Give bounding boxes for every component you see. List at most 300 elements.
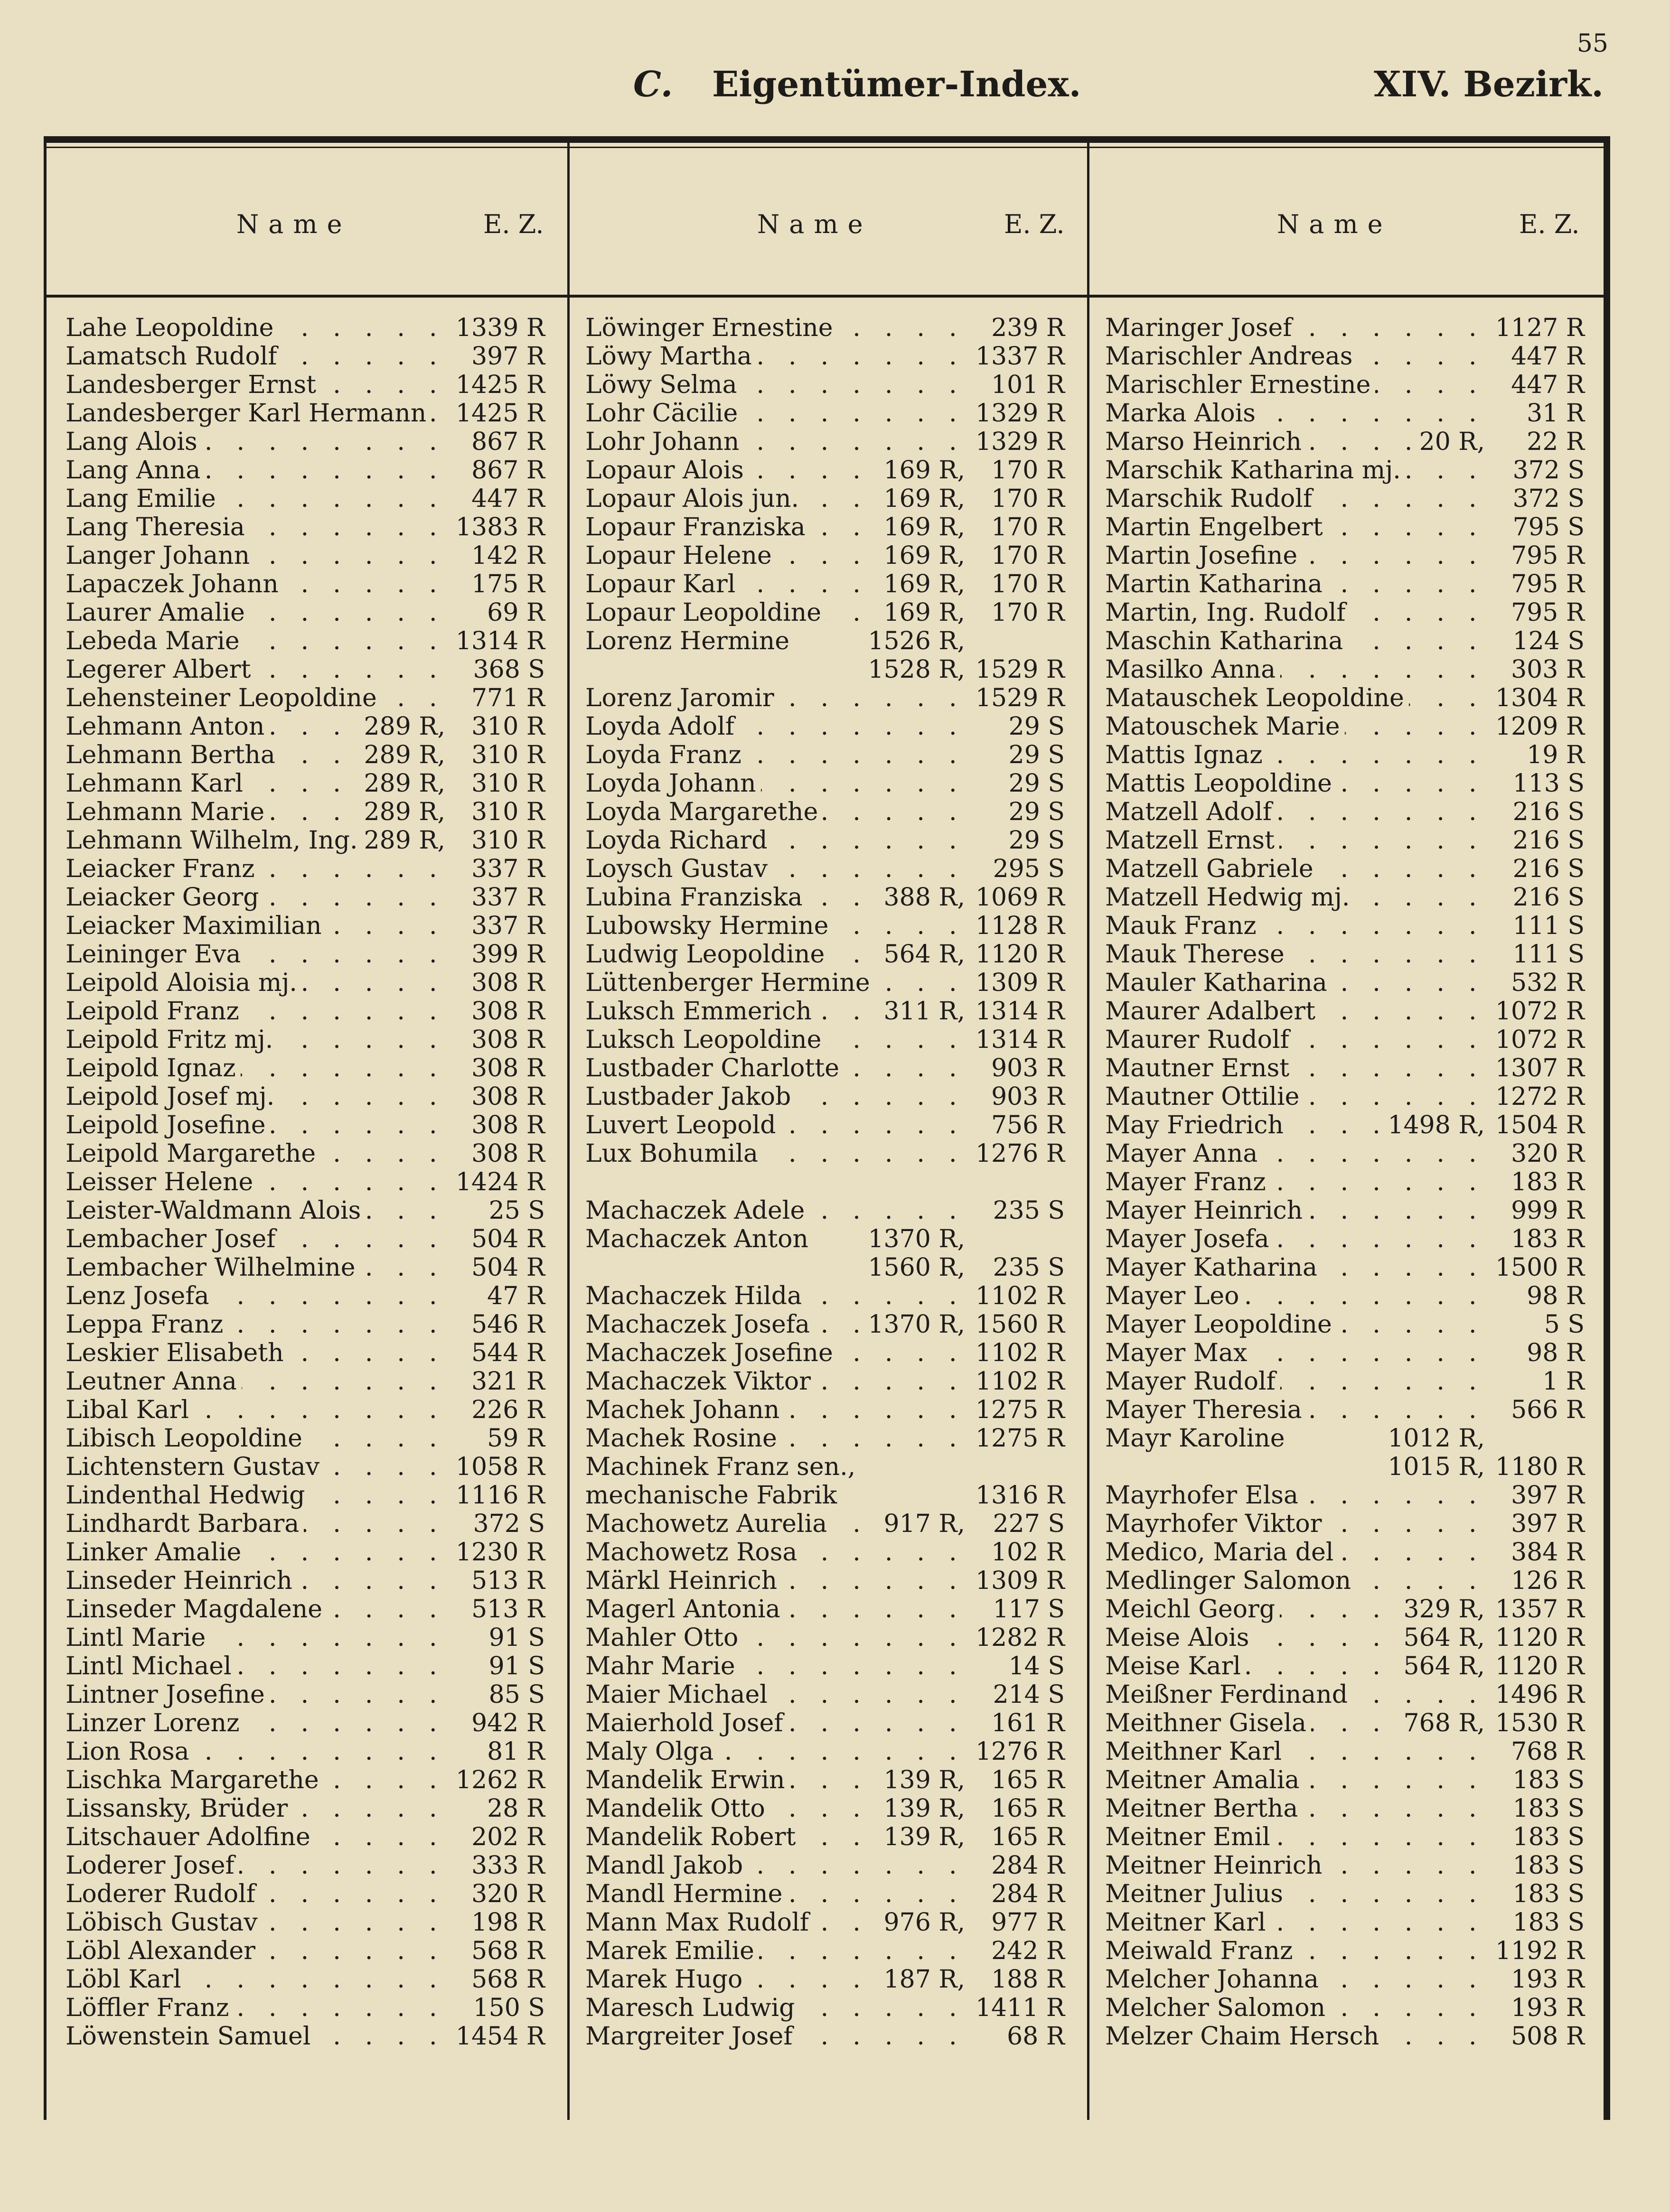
extra-ez-number: 388 R,: [879, 883, 965, 912]
index-entry: [66, 1937, 545, 1965]
ez-number: 1116 R: [451, 1481, 545, 1510]
ez-number: 1058 R: [451, 1453, 545, 1481]
ez-number: 81 R: [482, 1737, 545, 1766]
owner-name: Lüttenberger Hermine: [585, 969, 875, 997]
index-entry: [585, 798, 1065, 826]
index-entry: [66, 1510, 545, 1538]
extra-ez-number: 564 R,: [879, 940, 965, 969]
index-entry: [66, 1851, 545, 1880]
owner-name: Lehensteiner Leopoldine: [66, 684, 382, 712]
index-entry: [1105, 1339, 1585, 1367]
ez-number: 1275 R: [971, 1396, 1065, 1424]
owner-name: Leipold Ignaz: [66, 1054, 241, 1083]
index-entry: [1105, 570, 1585, 598]
ez-number: 1314 R: [451, 627, 545, 655]
ez-number: 59 R: [482, 1424, 545, 1453]
owner-name: Loderer Josef: [66, 1851, 239, 1880]
owner-name: Machaczek Josefine: [585, 1339, 838, 1367]
index-entry: [66, 1168, 545, 1196]
ez-number: 98 R: [1522, 1339, 1585, 1367]
owner-name: Mandelik Otto: [585, 1794, 770, 1823]
extra-ez-number: 311 R,: [879, 997, 965, 1026]
ez-number: 183 S: [1508, 1823, 1585, 1851]
index-entry: [1105, 456, 1585, 485]
ez-number: 308 R: [467, 1054, 545, 1083]
ez-number: 513 R: [467, 1595, 545, 1624]
index-entry: [66, 513, 545, 541]
owner-name: Machaczek Josefa: [585, 1310, 815, 1339]
owner-name: Meitner Bertha: [1105, 1794, 1303, 1823]
ez-number: 1411 R: [971, 1994, 1065, 2022]
ez-number: 1496 R: [1491, 1680, 1585, 1709]
ez-number: 202 R: [467, 1823, 545, 1851]
ez-number: 1309 R: [971, 1567, 1065, 1595]
ez-number: 226 R: [467, 1396, 545, 1424]
owner-name: Mayer Josefa: [1105, 1225, 1274, 1253]
index-entry: [66, 684, 545, 712]
ez-number: 242 R: [986, 1937, 1065, 1965]
ez-number: 1504 R: [1491, 1111, 1585, 1139]
owner-name: Marschik Katharina mj.: [1105, 456, 1406, 485]
index-entry: [1105, 712, 1585, 741]
owner-name: Maurer Rudolf: [1105, 1026, 1294, 1054]
index-entry: [585, 513, 1065, 541]
owner-name: Linker Amalie: [66, 1538, 246, 1567]
index-entry: [585, 541, 1065, 570]
index-entry: [66, 1196, 545, 1225]
index-entry: [1105, 1994, 1585, 2022]
ez-number: 284 R: [986, 1851, 1065, 1880]
ez-number: 397 R: [1506, 1481, 1585, 1510]
ez-number: 1282 R: [971, 1624, 1065, 1652]
index-entry: [585, 1424, 1065, 1453]
owner-name: Lorenz Hermine: [585, 627, 922, 655]
ez-number: 165 R: [986, 1823, 1065, 1851]
index-entry: [1105, 1680, 1585, 1709]
ez-number: 447 R: [1506, 371, 1585, 399]
owner-name: Lux Bohumila: [585, 1139, 763, 1168]
owner-name: Mandl Hermine: [585, 1880, 787, 1908]
index-entry: [66, 1965, 545, 1994]
index-entry: [585, 883, 1065, 912]
owner-name: Mauler Katharina: [1105, 969, 1332, 997]
owner-name: Mahler Otto: [585, 1624, 743, 1652]
owner-name: Lang Emilie: [66, 485, 221, 513]
owner-name: Mayer Anna: [1105, 1139, 1262, 1168]
extra-ez-number: 139 R,: [879, 1794, 965, 1823]
index-entry: [585, 997, 1065, 1026]
ez-number: 372 S: [1508, 485, 1585, 513]
ez-number: 170 R: [986, 513, 1065, 541]
index-entry: [66, 1396, 545, 1424]
owner-name: Meitner Amalia: [1105, 1766, 1304, 1794]
index-entry: [66, 1908, 545, 1937]
owner-name: Lintl Michael: [66, 1652, 236, 1680]
owner-name: Loysch Gustav: [585, 855, 772, 883]
column-header-ez: E. Z.: [1519, 209, 1580, 239]
owner-name: Lischka Margarethe: [66, 1766, 324, 1794]
page-number: 55: [1576, 29, 1608, 58]
ez-number: 193 R: [1506, 1965, 1585, 1994]
index-entry: [66, 2022, 545, 2051]
index-entry: [1105, 513, 1585, 541]
ez-number: 183 S: [1508, 1908, 1585, 1937]
index-entry: [66, 1567, 545, 1595]
ez-number: 1180 R: [1491, 1453, 1585, 1481]
ez-number: 102 R: [986, 1538, 1065, 1567]
owner-name: Mahr Marie: [585, 1652, 740, 1680]
owner-name: Meise Alois: [1105, 1624, 1254, 1652]
index-entry: [585, 684, 1065, 712]
extra-ez-number: 169 R,: [879, 570, 965, 598]
index-entry: [585, 1196, 1065, 1225]
owner-name: Leipold Margarethe: [66, 1139, 320, 1168]
owner-name: Lustbader Charlotte: [585, 1054, 844, 1083]
index-entry: [1105, 1196, 1585, 1225]
ez-number: 29 S: [1004, 798, 1065, 826]
extra-ez-number: 139 R,: [879, 1766, 965, 1794]
owner-name: Ludwig Leopoldine: [585, 940, 829, 969]
header-divider: [47, 295, 1604, 298]
owner-name: Meitner Emil: [1105, 1823, 1275, 1851]
ez-number: 124 S: [1508, 627, 1585, 655]
owner-name: Maurer Adalbert: [1105, 997, 1320, 1026]
index-entry: [1105, 1054, 1585, 1083]
district-label: XIV. Bezirk.: [1374, 64, 1604, 105]
owner-name: Leutner Anna: [66, 1367, 242, 1396]
index-entry: [66, 598, 545, 627]
index-entry: [66, 456, 545, 485]
owner-name: Meißner Ferdinand: [1105, 1680, 1352, 1709]
continued-ez-number: 1015 R,: [1383, 1453, 1485, 1481]
owner-name: Leipold Josef mj.: [66, 1083, 279, 1111]
index-entry: [66, 570, 545, 598]
index-column-3: [1105, 314, 1585, 2051]
extra-ez-number: 20 R,: [1415, 428, 1485, 456]
owner-name: Lehmann Karl: [66, 769, 248, 798]
column-divider: [567, 143, 570, 2120]
owner-name: Machinek Franz sen., mechanische Fabrik: [585, 1453, 922, 1510]
ez-number: 22 R: [1522, 428, 1585, 456]
owner-name: Lebeda Marie: [66, 627, 244, 655]
index-entry: [585, 1652, 1065, 1680]
index-entry: [585, 1624, 1065, 1652]
owner-name: Meitner Karl: [1105, 1908, 1271, 1937]
index-entry: [1105, 1225, 1585, 1253]
owner-name: Leipold Aloisia mj.: [66, 969, 302, 997]
owner-name: Martin Katharina: [1105, 570, 1327, 598]
index-entry: [66, 1595, 545, 1624]
index-column-1: [66, 314, 545, 2051]
owner-name: Meitner Julius: [1105, 1880, 1288, 1908]
owner-name: Marso Heinrich: [1105, 428, 1306, 456]
owner-name: Mauk Franz: [1105, 912, 1261, 940]
index-entry: [585, 1510, 1065, 1538]
ez-number: 1560 R: [971, 1310, 1065, 1339]
extra-ez-number: 564 R,: [1399, 1624, 1485, 1652]
owner-name: Lamatsch Rudolf: [66, 342, 282, 371]
owner-name: Meithner Gisela: [1105, 1709, 1311, 1737]
owner-name: Lindhardt Barbara: [66, 1510, 304, 1538]
owner-name: Maierhold Josef: [585, 1709, 788, 1737]
extra-ez-number: 976 R,: [879, 1908, 965, 1937]
ez-number: 175 R: [467, 570, 545, 598]
index-entry: [1105, 399, 1585, 428]
index-entry: [1105, 1851, 1585, 1880]
owner-name: Lindenthal Hedwig: [66, 1481, 310, 1510]
owner-name: Maringer Josef: [1105, 314, 1297, 342]
ez-number: 29 S: [1004, 769, 1065, 798]
owner-name: Libal Karl: [66, 1396, 194, 1424]
index-entry: [585, 1851, 1065, 1880]
extra-ez-number: 1526 R,: [863, 627, 965, 655]
owner-name: Lintl Marie: [66, 1624, 210, 1652]
ez-number: 19 R: [1522, 741, 1585, 769]
extra-ez-number: 169 R,: [879, 456, 965, 485]
ez-number: 568 R: [467, 1937, 545, 1965]
owner-name: Masilko Anna: [1105, 655, 1280, 684]
ez-number: 1276 R: [971, 1737, 1065, 1766]
ez-number: 372 S: [1508, 456, 1585, 485]
index-entry: [66, 855, 545, 883]
ez-number: 1230 R: [451, 1538, 545, 1567]
ez-number: 183 S: [1508, 1880, 1585, 1908]
index-entry: [585, 1282, 1065, 1310]
index-entry: [585, 1794, 1065, 1823]
owner-name: Mautner Ernst: [1105, 1054, 1294, 1083]
index-entry: [66, 940, 545, 969]
ez-number: 867 R: [467, 428, 545, 456]
ez-number: 308 R: [467, 1139, 545, 1168]
index-entry: [66, 1481, 545, 1510]
owner-name: Leiacker Franz: [66, 855, 260, 883]
ez-number: 768 R: [1506, 1737, 1585, 1766]
owner-name: Leininger Eva: [66, 940, 245, 969]
index-entry: [585, 1880, 1065, 1908]
owner-name: Lenz Josefa: [66, 1282, 214, 1310]
ez-number: 308 R: [467, 969, 545, 997]
owner-name: Mandelik Erwin: [585, 1766, 790, 1794]
index-entry: [585, 371, 1065, 399]
ez-number: 321 R: [467, 1367, 545, 1396]
owner-name: Matouschek Marie: [1105, 712, 1345, 741]
owner-name: Leppa Franz: [66, 1310, 228, 1339]
index-entry: [66, 1225, 545, 1253]
index-entry: [1105, 1908, 1585, 1937]
owner-name: Lorenz Jaromir: [585, 684, 779, 712]
extra-ez-number: 169 R,: [879, 513, 965, 541]
index-entry: [585, 627, 1065, 684]
owner-name: Machowetz Aurelia: [585, 1510, 832, 1538]
owner-name: Mayer Heinrich: [1105, 1196, 1307, 1225]
extra-ez-number: 289 R,: [359, 769, 445, 798]
section-letter: C.: [633, 64, 673, 105]
index-entry: [66, 541, 545, 570]
ez-number: 795 R: [1506, 598, 1585, 627]
index-entry: [66, 1310, 545, 1339]
owner-name: Mayer Max: [1105, 1339, 1252, 1367]
owner-name: Loyda Franz: [585, 741, 746, 769]
ez-number: 117 S: [988, 1595, 1065, 1624]
index-entry: [1105, 940, 1585, 969]
ez-number: 397 R: [467, 342, 545, 371]
owner-name: Lubowsky Hermine: [585, 912, 833, 940]
index-entry: [66, 969, 545, 997]
owner-name: Mandl Jakob: [585, 1851, 748, 1880]
ez-number: 903 R: [986, 1083, 1065, 1111]
owner-name: Medico, Maria del: [1105, 1538, 1338, 1567]
index-entry: [1105, 342, 1585, 371]
index-entry: [1105, 883, 1585, 912]
ez-number: 532 R: [1506, 969, 1585, 997]
index-entry: [585, 1680, 1065, 1709]
index-entry: [66, 485, 545, 513]
owner-name: Leipold Josefine: [66, 1111, 271, 1139]
ez-number: 544 R: [467, 1339, 545, 1367]
owner-name: Meise Karl: [1105, 1652, 1246, 1680]
index-entry: [1105, 855, 1585, 883]
owner-name: Machek Rosine: [585, 1424, 782, 1453]
index-entry: [585, 2022, 1065, 2051]
owner-name: Löbl Alexander: [66, 1937, 260, 1965]
column-header-ez: E. Z.: [483, 209, 544, 239]
index-entry: [66, 912, 545, 940]
index-entry: [66, 826, 545, 855]
index-entry: [585, 1595, 1065, 1624]
index-entry: [585, 1994, 1065, 2022]
ez-number: 183 R: [1506, 1225, 1585, 1253]
index-entry: [585, 456, 1065, 485]
owner-name: Marischler Andreas: [1105, 342, 1357, 371]
owner-name: Mattis Leopoldine: [1105, 769, 1337, 798]
ez-number: 1192 R: [1491, 1937, 1585, 1965]
owner-name: Machowetz Rosa: [585, 1538, 802, 1567]
index-entry: [1105, 627, 1585, 655]
owner-name: Mayrhofer Viktor: [1105, 1510, 1327, 1538]
owner-name: Meithner Karl: [1105, 1737, 1286, 1766]
ez-number: 183 R: [1506, 1168, 1585, 1196]
owner-name: Löbisch Gustav: [66, 1908, 263, 1937]
owner-name: Matzell Adolf: [1105, 798, 1276, 826]
index-entry: [1105, 314, 1585, 342]
ez-number: 193 R: [1506, 1994, 1585, 2022]
extra-ez-number: 564 R,: [1399, 1652, 1485, 1680]
ez-number: 795 R: [1506, 570, 1585, 598]
extra-ez-number: 289 R,: [359, 741, 445, 769]
ez-number: 308 R: [467, 1026, 545, 1054]
index-entry: [585, 1567, 1065, 1595]
owner-name: Loyda Johann: [585, 769, 761, 798]
ez-number: 1127 R: [1491, 314, 1585, 342]
index-entry: [66, 1737, 545, 1766]
ez-number: 198 R: [467, 1908, 545, 1937]
ez-number: 1102 R: [971, 1367, 1065, 1396]
owner-name: Luksch Emmerich: [585, 997, 816, 1026]
owner-name: Matzell Hedwig mj.: [1105, 883, 1354, 912]
owner-name: Lembacher Wilhelmine: [66, 1253, 360, 1282]
ez-number: 504 R: [467, 1225, 545, 1253]
index-entry: [585, 1766, 1065, 1794]
index-entry: [585, 912, 1065, 940]
ez-number: 903 R: [986, 1054, 1065, 1083]
ez-number: 310 R: [467, 712, 545, 741]
index-entry: [585, 855, 1065, 883]
index-entry: [585, 1737, 1065, 1766]
ez-number: 1425 R: [451, 399, 545, 428]
ez-number: 320 R: [1506, 1139, 1585, 1168]
index-entry: [585, 570, 1065, 598]
index-entry: [585, 1709, 1065, 1737]
index-entry: [66, 883, 545, 912]
ez-number: 235 S: [988, 1253, 1065, 1282]
owner-name: Martin Engelbert: [1105, 513, 1328, 541]
ez-number: 795 S: [1508, 513, 1585, 541]
index-entry: [1105, 1652, 1585, 1680]
extra-ez-number: 768 R,: [1399, 1709, 1485, 1737]
index-entry: [66, 1624, 545, 1652]
owner-name: Loyda Richard: [585, 826, 772, 855]
ez-number: 303 R: [1506, 655, 1585, 684]
index-entry: [66, 1282, 545, 1310]
ez-number: 308 R: [467, 997, 545, 1026]
index-entry: [585, 598, 1065, 627]
owner-name: Mattis Ignaz: [1105, 741, 1267, 769]
ez-number: 161 R: [986, 1709, 1065, 1737]
owner-name: Marka Alois: [1105, 399, 1260, 428]
owner-name: Lang Anna: [66, 456, 205, 485]
index-entry: [1105, 1880, 1585, 1908]
ez-number: 513 R: [467, 1567, 545, 1595]
ez-number: 310 R: [467, 769, 545, 798]
extra-ez-number: 1498 R,: [1383, 1111, 1485, 1139]
index-entry: [585, 712, 1065, 741]
index-entry: [1105, 1139, 1585, 1168]
index-entry: [1105, 1367, 1585, 1396]
index-entry: [585, 1367, 1065, 1396]
ez-number: 397 R: [1506, 1510, 1585, 1538]
owner-name: Matzell Ernst: [1105, 826, 1279, 855]
ez-number: 29 S: [1004, 712, 1065, 741]
owner-name: Laurer Amalie: [66, 598, 250, 627]
index-entry: [585, 940, 1065, 969]
ez-number: 188 R: [986, 1965, 1065, 1994]
owner-name: Luksch Leopoldine: [585, 1026, 826, 1054]
ez-number: 113 S: [1508, 769, 1585, 798]
index-entry: [585, 1083, 1065, 1111]
owner-name: Löbl Karl: [66, 1965, 186, 1994]
ez-number: 1072 R: [1491, 1026, 1585, 1054]
owner-name: Meichl Georg: [1105, 1595, 1280, 1624]
column-divider: [1087, 143, 1089, 2120]
ez-number: 333 R: [467, 1851, 545, 1880]
ez-number: 368 S: [469, 655, 545, 684]
owner-name: Mauk Therese: [1105, 940, 1289, 969]
owner-name: Martin Josefine: [1105, 541, 1302, 570]
owner-name: Langer Johann: [66, 541, 254, 570]
owner-name: Melzer Chaim Hersch: [1105, 2022, 1384, 2051]
extra-ez-number: 289 R,: [359, 712, 445, 741]
ez-number: 1383 R: [451, 513, 545, 541]
owner-name: Loyda Adolf: [585, 712, 739, 741]
ez-number: 295 S: [988, 855, 1065, 883]
index-entry: [66, 741, 545, 769]
ez-number: 1120 R: [1491, 1652, 1585, 1680]
index-entry: [1105, 826, 1585, 855]
ez-number: 1102 R: [971, 1339, 1065, 1367]
owner-name: Lang Alois: [66, 428, 202, 456]
ez-number: 183 S: [1508, 1794, 1585, 1823]
index-entry: [585, 1026, 1065, 1054]
